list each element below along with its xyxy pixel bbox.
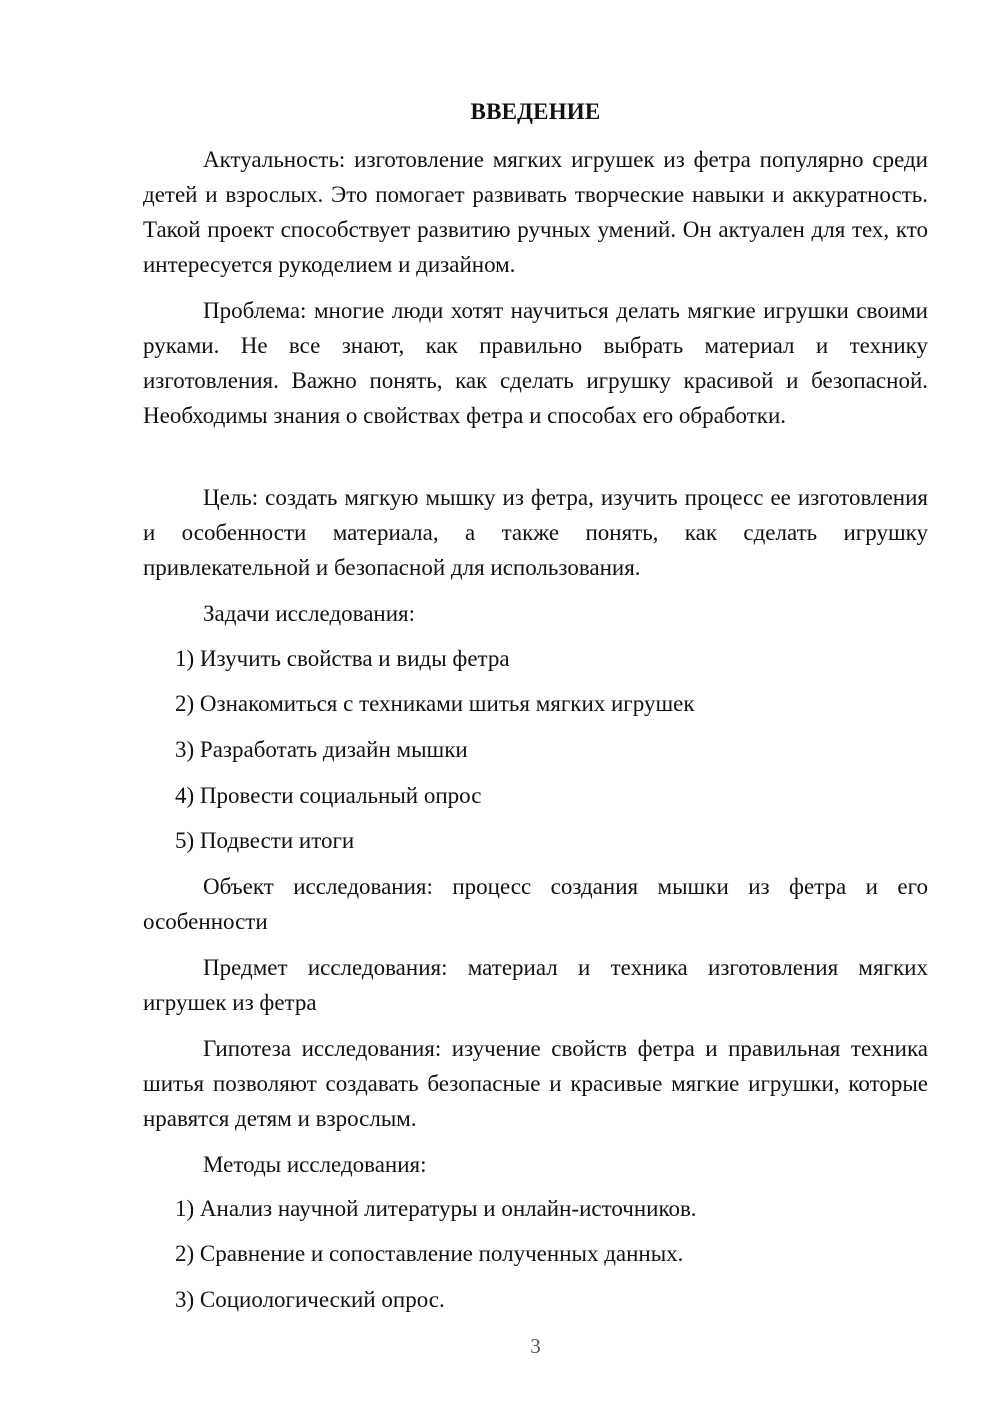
- task-item: 1) Изучить свойства и виды фетра: [175, 646, 510, 671]
- relevance-paragraph: Актуальность: изготовление мягких игрушек из фетра популярно среди детей и взрослых. Это помогает развивать творческие навыки и аккуратность. Такой проект способствует развитию ручных умений. Он актуален для тех, кто интересуется рукоделием и дизайном.: [143, 147, 928, 277]
- methods-heading: Методы исследования:: [203, 1152, 427, 1177]
- problem-paragraph: Проблема: многие люди хотят научиться делать мягкие игрушки своими руками. Не все знают, как правильно выбрать материал и технику изготовления. Важно понять, как сделать игрушку красивой и безопасной. Необходимы знания о свойствах фетра и способах его обработки.: [143, 298, 928, 428]
- page-title: ВВЕДЕНИЕ: [470, 99, 601, 124]
- page-number: 3: [530, 1334, 541, 1358]
- hypothesis-paragraph: Гипотеза исследования: изучение свойств фетра и правильная техника шитья позволяют создавать безопасные и красивые мягкие игрушки, которые нравятся детям и взрослым.: [143, 1036, 928, 1131]
- document-page: [143, 0, 928, 1414]
- task-item: 4) Провести социальный опрос: [175, 783, 482, 808]
- subject-paragraph: Предмет исследования: материал и техника изготовления мягких игрушек из фетра: [143, 955, 928, 1015]
- task-item: 2) Ознакомиться с техниками шитья мягких игрушек: [175, 691, 695, 716]
- method-item: 3) Социологический опрос.: [175, 1287, 445, 1312]
- method-item: 2) Сравнение и сопоставление полученных данных.: [175, 1241, 684, 1266]
- method-item: 1) Анализ научной литературы и онлайн-источников.: [175, 1196, 697, 1221]
- task-item: 3) Разработать дизайн мышки: [175, 737, 468, 762]
- tasks-heading: Задачи исследования:: [203, 601, 416, 626]
- object-paragraph: Объект исследования: процесс создания мышки из фетра и его особенности: [143, 874, 928, 934]
- task-item: 5) Подвести итоги: [175, 828, 355, 853]
- goal-paragraph: Цель: создать мягкую мышку из фетра, изучить процесс ее изготовления и особенности материала, а также понять, как сделать игрушку привлекательной и безопасной для использования.: [143, 485, 928, 580]
